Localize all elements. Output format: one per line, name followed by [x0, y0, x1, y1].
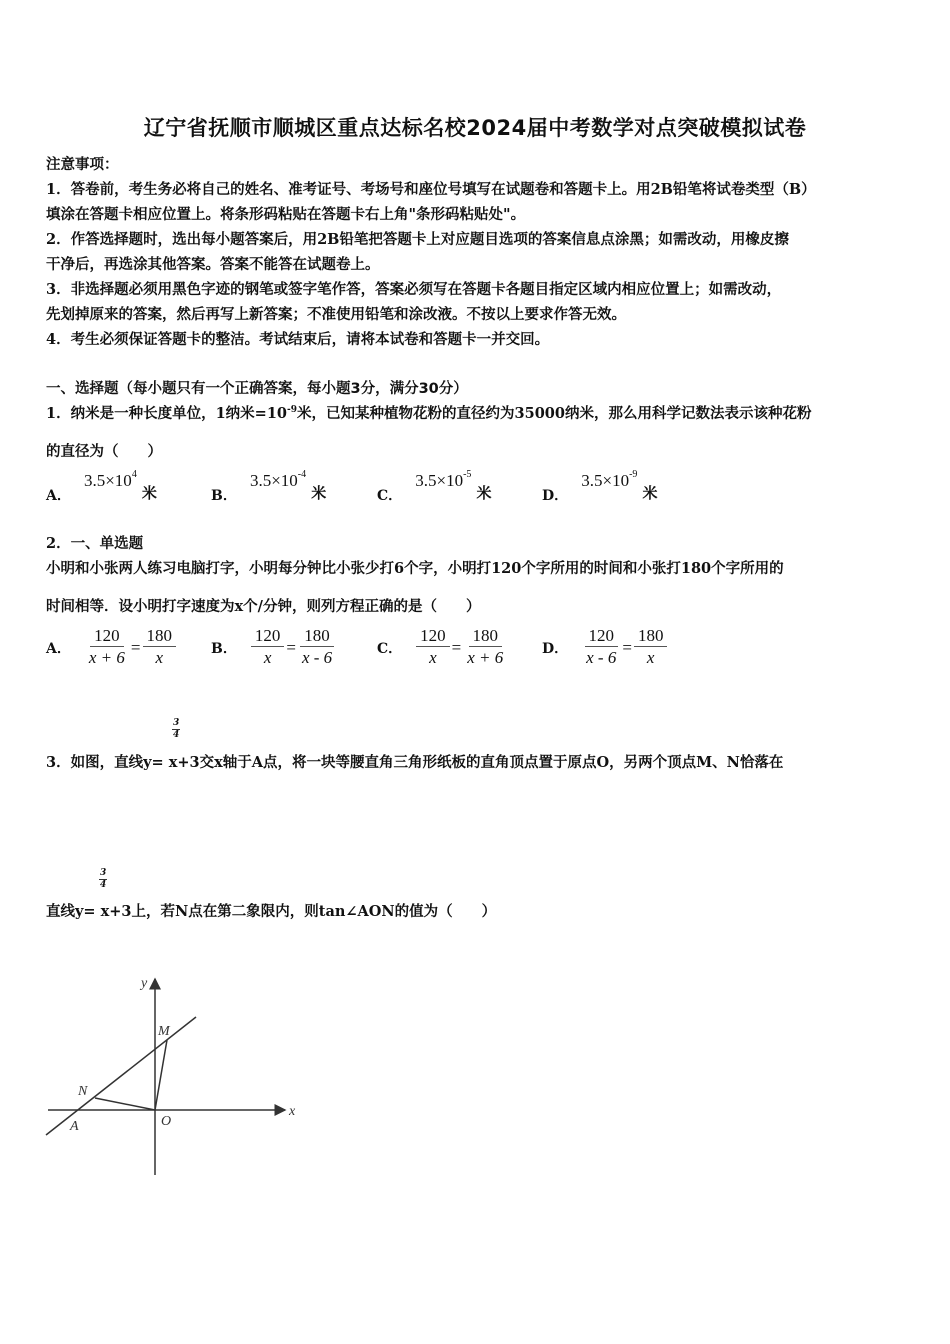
equals-sign: =: [622, 637, 632, 657]
equals-sign: =: [286, 637, 296, 657]
q1-exponent: -9: [287, 405, 298, 416]
q1-stem-line1: [46, 402, 811, 423]
q1-stem-line2: 的直径为（ ）: [46, 443, 162, 460]
q2-option-c[interactable]: [377, 626, 507, 669]
fraction: $\frac{180}{x - 6}$: [301, 626, 333, 667]
segment-om: [155, 1040, 167, 1110]
option-unit: 米: [476, 484, 492, 502]
q1-stem-part: 1．纳米是一种长度单位，1纳米=10: [46, 405, 288, 422]
q1-option-c[interactable]: [377, 469, 492, 504]
option-letter: B．: [211, 488, 237, 504]
option-letter: C．: [377, 640, 403, 657]
notice-line: 2．作答选择题时，选出每小题答案后，用2B铅笔把答题卡上对应题目选项的答案信息点涂黑；如需改动，用橡皮擦: [46, 231, 789, 248]
option-unit: 米: [141, 484, 157, 502]
equals-sign: =: [130, 637, 141, 657]
section-heading: 一、选择题（每小题只有一个正确答案，每小题3分，满分30分）: [46, 381, 468, 397]
option-letter: D．: [542, 640, 569, 657]
q2-option-b[interactable]: [211, 626, 336, 669]
fraction: $\frac{120}{x + 6}$: [88, 626, 125, 667]
fraction: $\frac{120}{x - 6}$: [586, 626, 617, 667]
q2-heading: 2．一、单选题: [46, 535, 144, 552]
notice-line: 干净后，再选涂其他答案。答案不能答在试题卷上。: [46, 256, 380, 273]
option-value: $3.5\times 10^{-9}$: [581, 469, 638, 490]
point-a-label: A: [70, 1119, 79, 1134]
y-axis-label: y: [141, 976, 148, 991]
option-value: $3.5\times 10^{-4}$: [249, 469, 307, 490]
q1-option-d[interactable]: [542, 469, 658, 504]
line-y-equals-three-quarters-x-plus-3: [46, 1017, 196, 1135]
q2-stem-line1: 小明和小张两人练习电脑打字，小明每分钟比小张少打6个字，小明打120个字所用的时间和小张打180个字所用的: [46, 560, 784, 577]
segment-on: [95, 1098, 155, 1110]
notice-line: 4．考生必须保证答题卡的整洁。考试结束后，请将本试卷和答题卡一并交回。: [46, 331, 550, 348]
fraction: $\frac{120}{x}$: [416, 626, 450, 669]
option-letter: A．: [46, 640, 71, 657]
fraction: $\frac{180}{x}$: [143, 626, 177, 669]
q2-option-a[interactable]: [46, 626, 176, 669]
point-n-label: N: [78, 1084, 88, 1099]
q2-stem-line2: 时间相等．设小明打字速度为x个/分钟，则列方程正确的是（ ）: [46, 598, 481, 615]
fraction: $\frac{180}{x}$: [634, 626, 668, 669]
page-title: 辽宁省抚顺市顺城区重点达标名校2024届中考数学对点突破模拟试卷: [143, 116, 807, 140]
option-unit: 米: [311, 484, 327, 502]
notice-heading: 注意事项：: [46, 156, 119, 173]
option-value: $3.5\times 10^{-5}$: [415, 469, 472, 490]
q3-slope-fraction: 3 4: [173, 718, 180, 740]
option-letter: A．: [46, 488, 71, 504]
option-value: $3.5\times 10^4$: [83, 469, 137, 490]
q1-stem-part: 米，已知某种植物花粉的直径约为35000纳米，那么用科学记数法表示该种花粉: [297, 405, 812, 422]
option-unit: 米: [642, 484, 658, 502]
notice-line: 先划掉原来的答案，然后再写上新答案；不准使用铅笔和涂改液。不按以上要求作答无效。: [46, 306, 626, 323]
notice-line: 1．答卷前，考生务必将自己的姓名、准考证号、考场号和座位号填写在试题卷和答题卡上。用2B铅笔将试卷类型（B）: [46, 181, 816, 198]
notice-line: 填涂在答题卡相应位置上。将条形码粘贴在答题卡右上角"条形码粘贴处"。: [46, 206, 526, 223]
equals-sign: =: [451, 637, 462, 657]
point-m-label: M: [158, 1024, 170, 1039]
fraction: $\frac{120}{x}$: [251, 626, 285, 669]
q3-stem-line2: 直线y= x+3上，若N点在第二象限内，则tan∠AON的值为（ ）: [46, 903, 497, 920]
q3-figure: [40, 965, 300, 1180]
x-axis-label: x: [289, 1104, 296, 1119]
q2-option-d[interactable]: [542, 626, 667, 669]
q3-stem-line1: 3．如图，直线y= x+3交x轴于A点，将一块等腰直角三角形纸板的直角顶点置于原点O，另两个顶点M、N恰落在: [46, 754, 784, 771]
notice-line: 3．非选择题必须用黑色字迹的钢笔或签字笔作答，答案必须写在答题卡各题目指定区域内相应位置上；如需改动，: [46, 281, 782, 298]
q1-option-a[interactable]: [46, 469, 157, 504]
option-letter: D．: [542, 488, 569, 504]
option-letter: B．: [211, 640, 237, 657]
fraction: $\frac{180}{x + 6}$: [467, 626, 504, 667]
option-letter: C．: [377, 488, 403, 504]
q1-option-b[interactable]: [211, 469, 327, 504]
q3-slope-fraction: 3 4: [100, 868, 107, 890]
origin-label: O: [161, 1114, 172, 1129]
